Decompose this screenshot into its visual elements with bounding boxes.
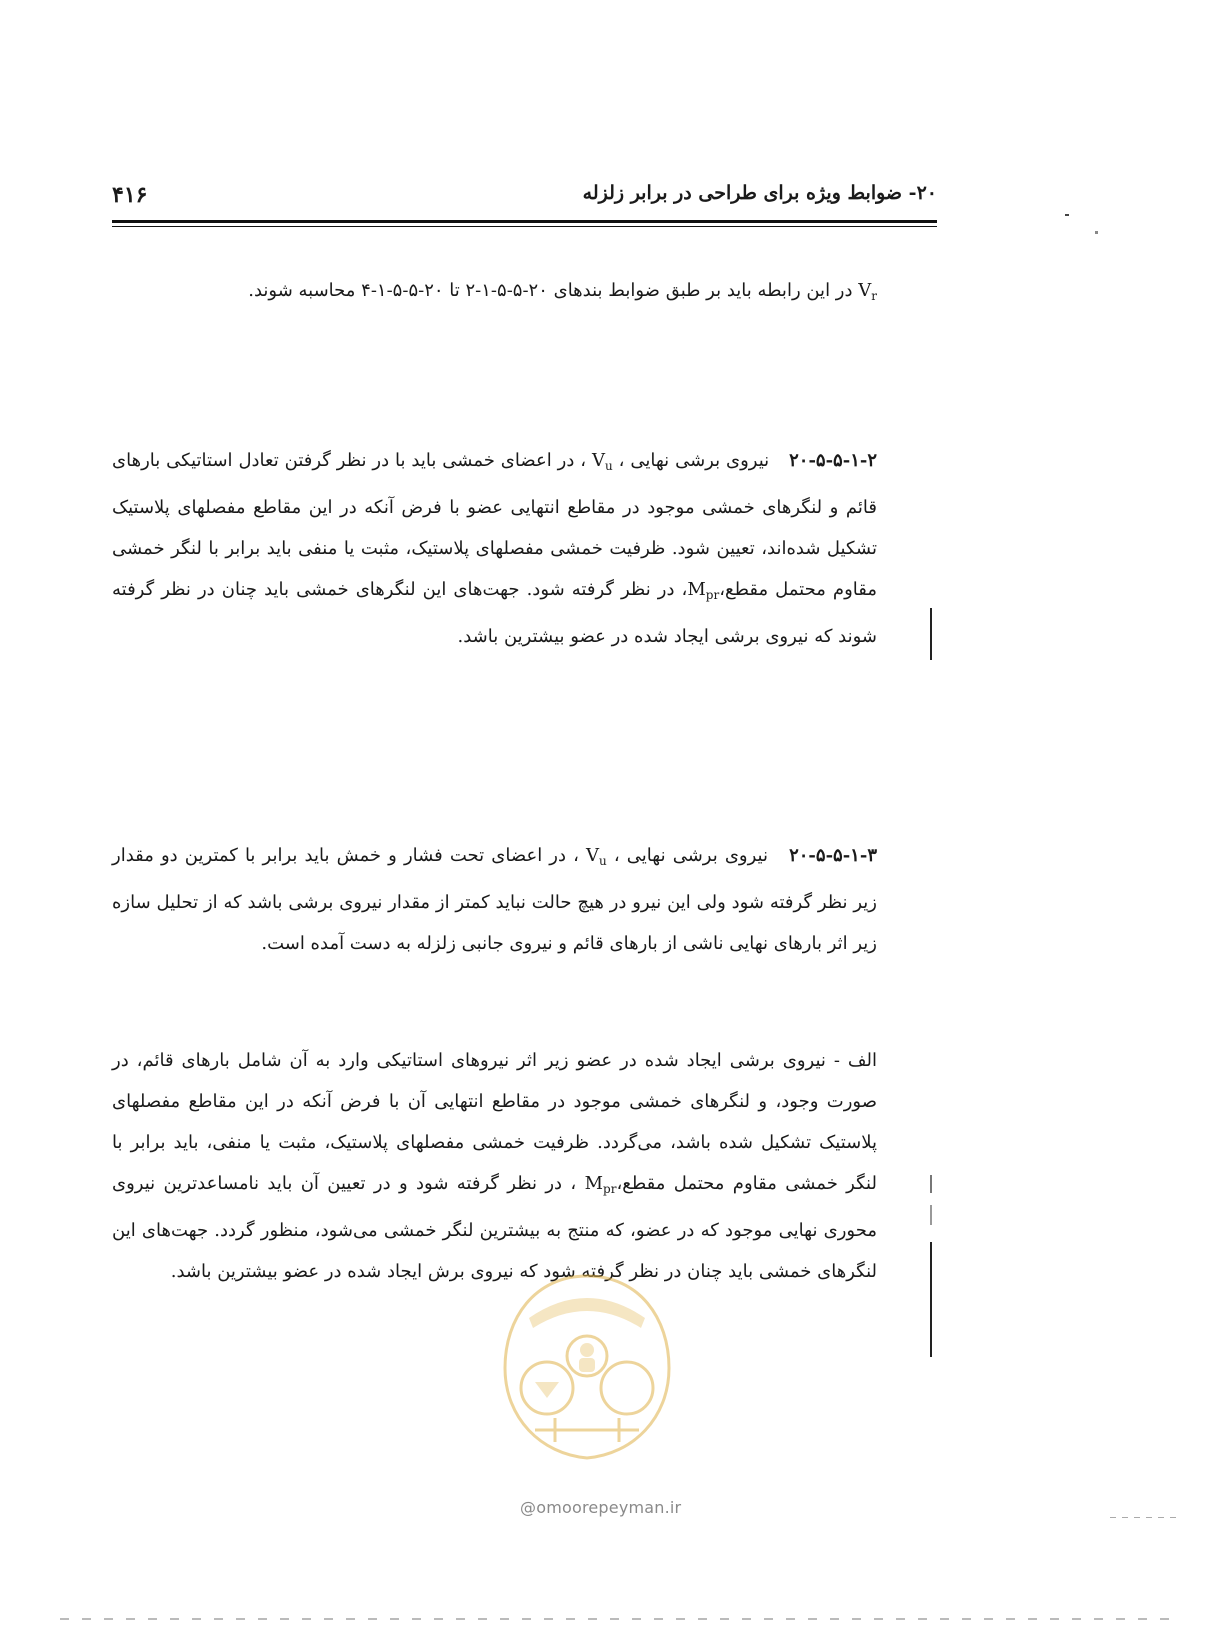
clause-text-b: ، در نظر گرفته شود. جهت‌های این لنگرهای خمشی باید چنان در نظر گرفته شوند که نیروی برشی ایجاد شده در عضو بیشترین باشد. — [112, 579, 877, 647]
symbol-vu: $V_u$ — [592, 450, 613, 473]
clause-text: ، در اعضای تحت فشار و خمش باید برابر با کمترین دو مقدار زیر نظر گرفته شود ولی این نیرو در هیچ حالت نباید کمتر از مقدار نیروی برشی باشد که از تحلیل سازه زیر اثر بارهای نهایی ناشی از بارهای قائم و نیروی جانبی زلزله به دست آمده است. — [112, 845, 877, 954]
clause-number: ۲۰-۵-۵-۱-۲ — [789, 450, 877, 471]
symbol-vu: $V_u$ — [586, 845, 607, 868]
item-alef — [112, 1040, 877, 1292]
header-rule-thick — [112, 220, 937, 223]
clause-lead: نیروی برشی نهایی ، — [613, 845, 768, 866]
intro-text: در این رابطه باید بر طبق ضوابط بندهای ۲۰-۵-۵-۱-۲ تا ۲۰-۵-۵-۱-۴ محاسبه شوند. — [248, 280, 853, 301]
symbol-mpr: $M_{pr}$ — [584, 1173, 617, 1196]
item-text-b: ، در نظر گرفته شود و در تعیین آن باید نامساعدترین نیروی محوری نهایی موجود که در عضو، که منتج به بیشترین لنگر خمشی می‌شود، منظور گردد. جهت‌های این لنگرهای خمشی باید چنان در نظر گرفته شود که نیروی برش ایجاد شده در عضو بیشترین باشد. — [112, 1173, 877, 1282]
scan-speck — [1095, 231, 1098, 234]
watermark-credit: @omoorepeyman.ir — [520, 1498, 682, 1517]
intro-paragraph — [112, 270, 877, 317]
header-rule-thin — [112, 226, 937, 227]
scan-edge-dashes — [60, 1618, 1180, 1620]
symbol-vr: $V_r$ — [858, 280, 877, 303]
page-number: ۴۱۶ — [112, 182, 148, 208]
revision-bar — [930, 1205, 932, 1225]
symbol-mpr: $M_{pr}$ — [687, 579, 720, 602]
running-header — [112, 182, 937, 218]
scan-dash-right — [1110, 1517, 1180, 1518]
chapter-title: ۲۰- ضوابط ویژه برای طراحی در برابر زلزله — [582, 182, 937, 204]
clause-lead: نیروی برشی نهایی ، — [618, 450, 770, 471]
watermark-seal-logo — [495, 1258, 679, 1468]
clause-text-a: ، در اعضای خمشی باید با در نظر گرفتن تعادل استاتیکی بارهای قائم و لنگرهای خمشی موجود در مقاطع انتهایی عضو با فرض آنکه در این مقاطع مفصلهای پلاستیک تشکیل شده‌اند، تعیین شود. ظرفیت خمشی مفصلهای پلاستیک، مثبت یا منفی باید برابر با لنگر خمشی مقاوم محتمل مقطع، — [112, 450, 877, 600]
item-text-a: الف - نیروی برشی ایجاد شده در عضو زیر اثر نیروهای استاتیکی وارد به آن شامل بارهای قائم، در صورت وجود، و لنگرهای خمشی موجود در مقاطع انتهایی آن با فرض آنکه در این مقاطع مفصلهای پلاستیک تشکیل شده باشد، می‌گردد. ظرفیت خمشی مفصلهای پلاستیک، مثبت یا منفی، باید برابر با لنگر خمشی مقاوم محتمل مقطع، — [112, 1050, 877, 1194]
clause-20-5-5-1-2 — [112, 440, 877, 657]
revision-bar — [930, 1242, 932, 1357]
clause-20-5-5-1-3 — [112, 835, 877, 964]
revision-bar — [930, 1175, 932, 1193]
scan-speck — [1065, 214, 1069, 216]
revision-bar — [930, 608, 932, 660]
clause-number: ۲۰-۵-۵-۱-۳ — [789, 845, 877, 866]
